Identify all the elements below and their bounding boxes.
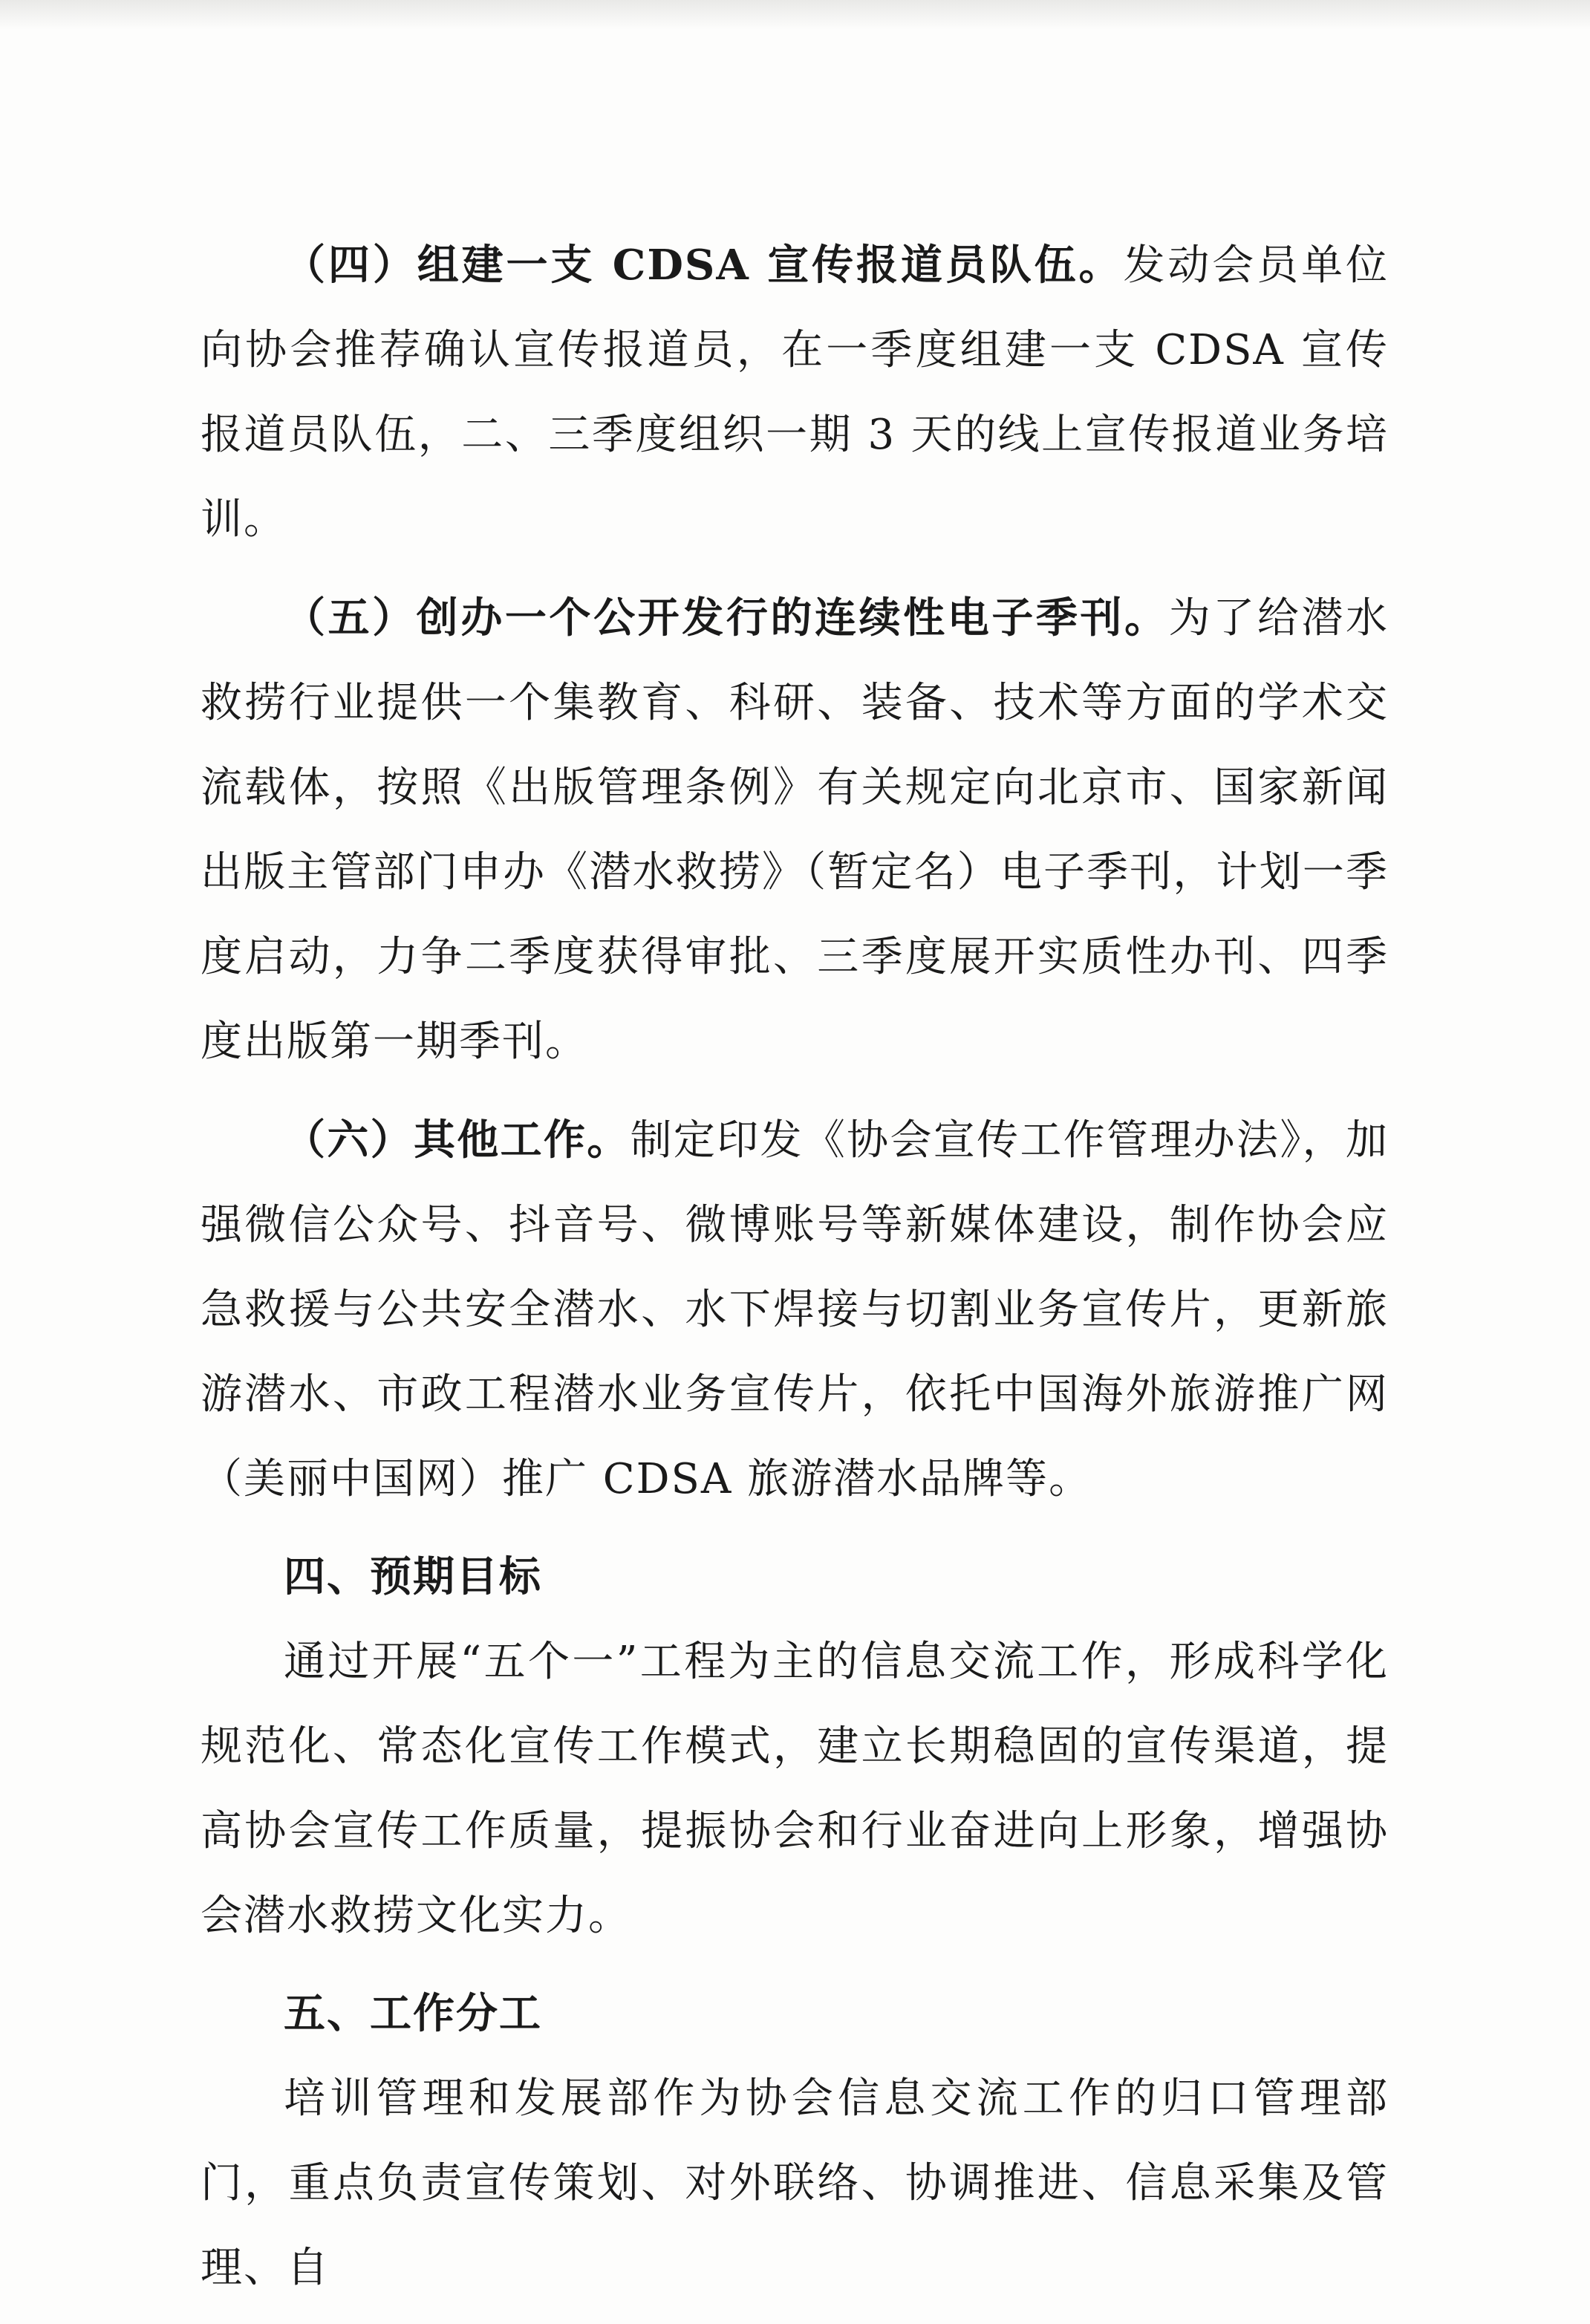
section-4-body: 发动会员单位向协会推荐确认宣传报道员，在一季度组建一支 CDSA 宣传报道员队伍，二、三季度组织一期 3 天的线上宣传报道业务培训。 — [201, 241, 1389, 544]
section-4-paragraph — [201, 223, 1389, 562]
scan-top-edge — [0, 0, 1590, 30]
section-6-lead: （六）其他工作。 — [284, 1116, 631, 1165]
section-5-lead: （五）创办一个公开发行的连续性电子季刊。 — [284, 593, 1169, 642]
division-paragraph: 培训管理和发展部作为协会信息交流工作的归口管理部门，重点负责宣传策划、对外联络、协调推进、信息采集及管理、自 — [201, 2074, 1389, 2292]
document-page — [201, 223, 1389, 2324]
section-6-body: 制定印发《协会宣传工作管理办法》，加强微信公众号、抖音号、微博账号等新媒体建设，制作协会应急救援与公共安全潜水、水下焊接与切割业务宣传片，更新旅游潜水、市政工程潜水业务宣传片，依托中国海外旅游推广网（美丽中国网）推广 CDSA 旅游潜水品牌等。 — [201, 1116, 1389, 1503]
section-4-lead: （四）组建一支 CDSA 宣传报道员队伍。 — [284, 241, 1124, 290]
heading-work-division: 五、工作分工 — [284, 1990, 542, 2038]
section-5-body: 为了给潜水救捞行业提供一个集教育、科研、装备、技术等方面的学术交流载体，按照《出版管理条例》有关规定向北京市、国家新闻出版主管部门申办《潜水救捞》（暂定名）电子季刊，计划一季度启动，力争二季度获得审批、三季度展开实质性办刊、四季度出版第一期季刊。 — [201, 594, 1389, 1066]
heading-expected-goals: 四、预期目标 — [284, 1553, 542, 1601]
goals-paragraph: 通过开展“五个一”工程为主的信息交流工作，形成科学化规范化、常态化宣传工作模式，建立长期稳固的宣传渠道，提高协会宣传工作质量，提振协会和行业奋进向上形象，增强协会潜水救捞文化实力。 — [201, 1638, 1389, 1940]
section-6-paragraph — [201, 1098, 1389, 1522]
section-5-paragraph — [201, 576, 1389, 1084]
